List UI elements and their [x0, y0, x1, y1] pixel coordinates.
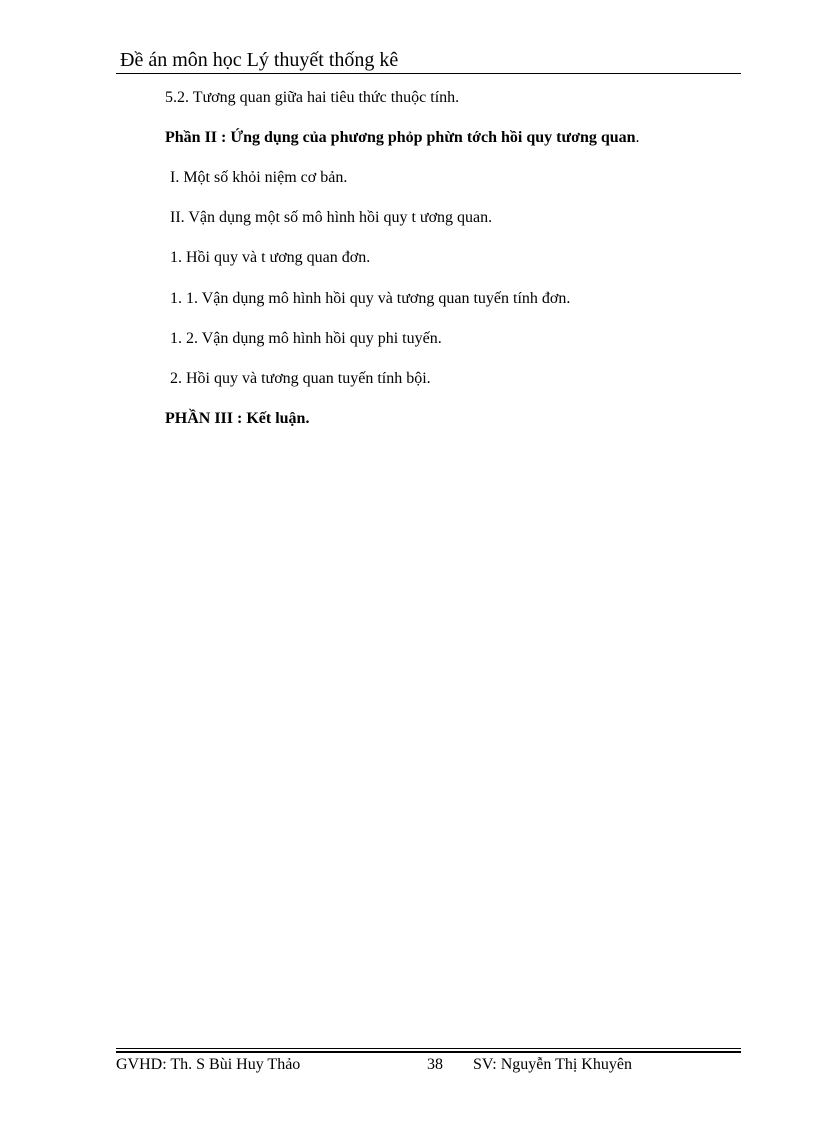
footer-divider-thin — [116, 1048, 741, 1049]
footer-page-number: 38 — [427, 1056, 443, 1073]
footer-divider-thick — [116, 1051, 741, 1053]
footer-advisor: GVHD: Th. S Bùi Huy Thảo — [116, 1056, 301, 1073]
toc-item-part-2-period: . — [635, 129, 640, 146]
footer-student: SV: Nguyễn Thị Khuyên — [473, 1056, 632, 1073]
toc-item-1-2: 1. 2. Vận dụng mô hình hồi quy phi tuyến. — [170, 330, 442, 347]
toc-item-part-2 — [165, 128, 640, 148]
toc-item-part-3: PHẦN III : Kết luận. — [165, 410, 310, 427]
toc-item-part-2-ii: II. Vận dụng một số mô hình hồi quy t ương quan. — [170, 209, 493, 226]
toc-item-1-1: 1. 1. Vận dụng mô hình hồi quy và tương quan tuyến tính đơn. — [170, 290, 571, 307]
toc-item-1: 1. Hồi quy và t ương quan đơn. — [170, 249, 371, 266]
header-title: Đề án môn học Lý thuyết thống kê — [120, 49, 399, 71]
toc-item-part-2-title: Phần II : Ứng dụng của phương phỏp phừn tớch hồi quy tương quan — [165, 129, 636, 146]
toc-item-part-2-i: I. Một số khỏi niệm cơ bản. — [170, 169, 348, 186]
toc-item-5-2: 5.2. Tương quan giữa hai tiêu thức thuộc tính. — [165, 89, 460, 106]
header-divider — [116, 73, 741, 74]
toc-item-2: 2. Hồi quy và tương quan tuyến tính bội. — [170, 370, 431, 387]
